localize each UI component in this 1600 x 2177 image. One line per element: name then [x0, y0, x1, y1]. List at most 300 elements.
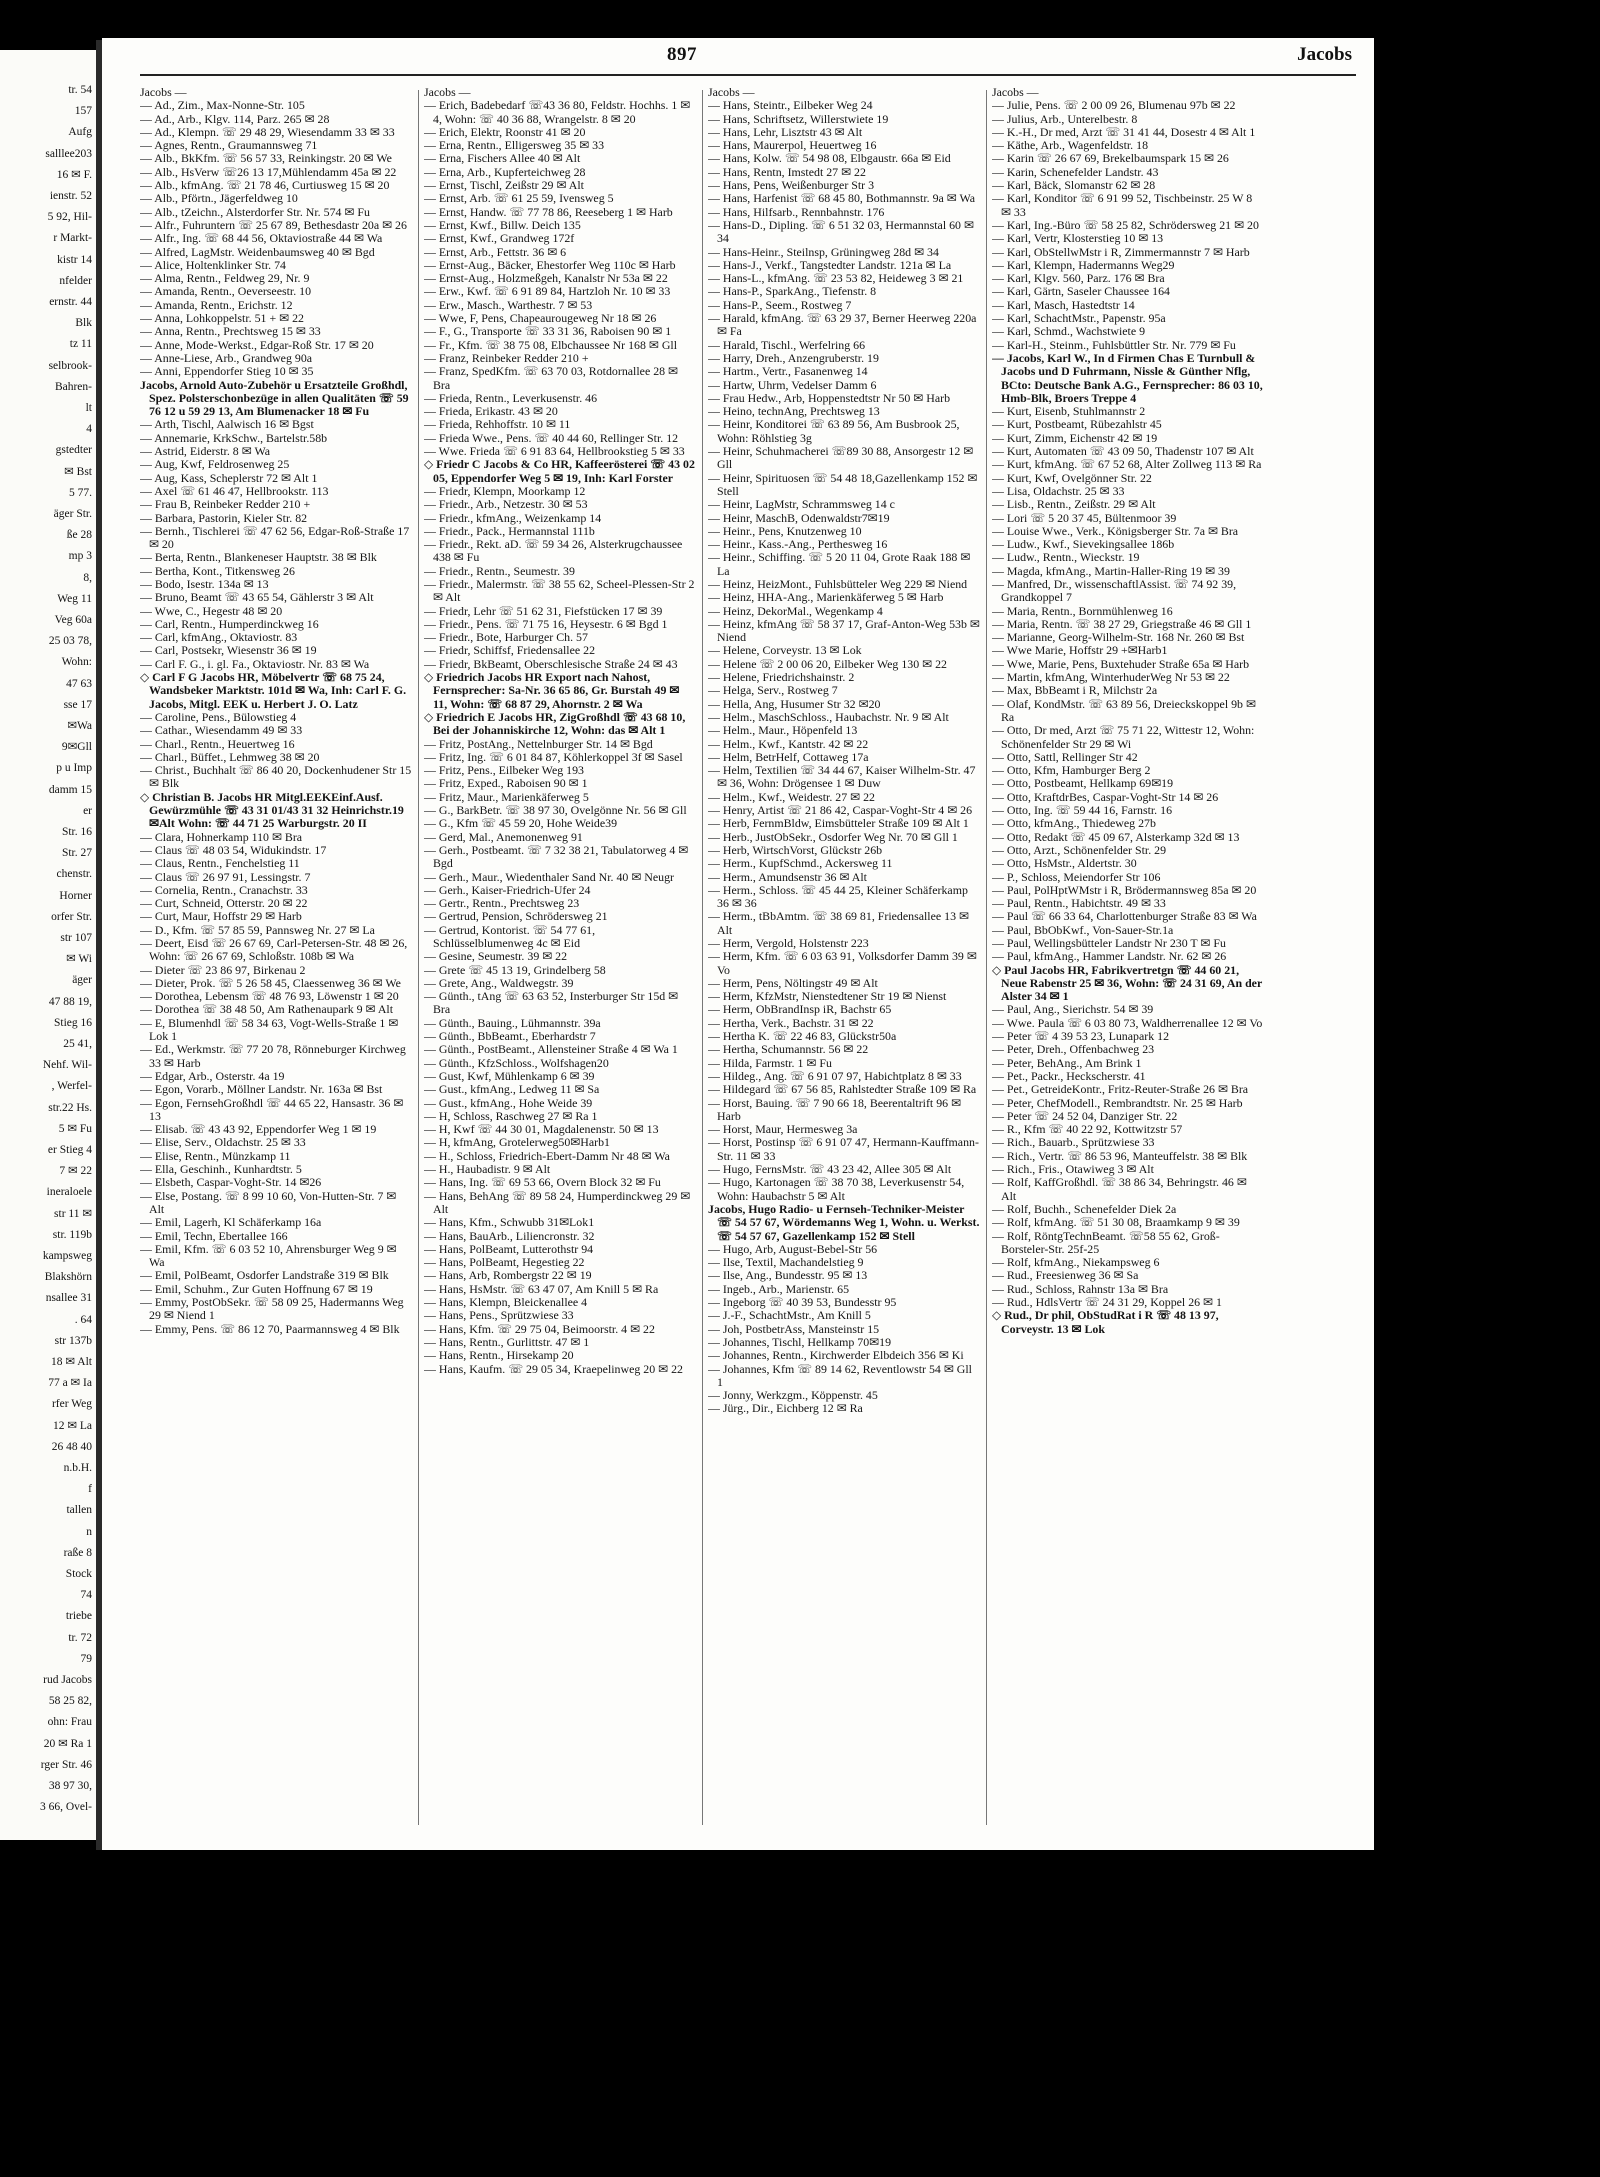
directory-entry: — Elisab. ☏ 43 43 92, Eppendorfer Weg 1 ✉ 19	[140, 1122, 377, 1137]
directory-entry: — Hans, Kaufm. ☏ 29 05 34, Kraepelinweg 20 ✉ 22	[424, 1361, 683, 1376]
directory-entry: — Herb, WirtschVorst, Glückstr 26b	[708, 842, 883, 857]
previous-page-line: rger Str. 46	[40, 1758, 92, 1771]
directory-entry: — Herm, Pens, Nöltingstr 49 ✉ Alt	[708, 975, 878, 990]
directory-entry: — Berta, Rentn., Blankeneser Hauptstr. 38 ✉ Blk	[140, 550, 377, 565]
directory-entry: — Rolf, KaffGroßhdl. ☏ 38 86 34, Behringstr. 46 ✉ Alt	[992, 1175, 1247, 1203]
directory-entry: — Helm, Textilien ☏ 34 44 67, Kaiser Wilhelm-Str. 47 ✉ 36, Wohn: Drögensee 1 ✉ Duw	[708, 763, 976, 791]
directory-entry: — Friedr, BkBeamt, Oberschlesische Straße 24 ✉ 43	[424, 656, 678, 671]
directory-entry: — Emil, Kfm. ☏ 6 03 52 10, Ahrensburger Weg 9 ✉ Wa	[140, 1241, 397, 1270]
directory-entry: — Paul, PolHptWMstr i R, Brödermannsweg 85a ✉ 20	[992, 882, 1257, 897]
directory-entry: — Fr., Kfm. ☏ 38 75 08, Elbchaussee Nr 168 ✉ Gll	[424, 337, 678, 352]
directory-entry: — Franz, SpedKfm. ☏ 63 70 03, Rotdornallee 28 ✉ Bra	[424, 364, 679, 392]
directory-entry: — H., Schloss, Friedrich-Ebert-Damm Nr 48 ✉ Wa	[424, 1148, 670, 1163]
previous-page-fragment	[0, 50, 96, 1840]
directory-entry: — Hans, PolBeamt, Lutterothstr 94	[424, 1241, 594, 1256]
directory-entry: — Christ., Buchhalt ☏ 86 40 20, Dockenhudener Str 15 ✉ Blk	[140, 763, 412, 791]
directory-entry: — Axel ☏ 61 46 47, Hellbrookstr. 113	[140, 483, 329, 498]
directory-entry: — Barbara, Pastorin, Kieler Str. 82	[140, 510, 308, 525]
directory-entry: — Rolf, Buchh., Schenefelder Diek 2a	[992, 1201, 1177, 1216]
previous-page-line: ✉Wa	[67, 720, 92, 732]
previous-page-line: 25 03 78,	[48, 635, 92, 648]
directory-entry: — Frau Hedw., Arb, Hoppenstedtstr Nr 50 ✉ Harb	[708, 390, 951, 405]
column-3	[708, 86, 980, 1831]
directory-entry: — Herm., Schloss. ☏ 45 44 25, Kleiner Schäferkamp 36 ✉ 36	[708, 882, 968, 911]
directory-entry: — F., G., Transporte ☏ 33 31 36, Raboisen 90 ✉ 1	[424, 324, 672, 339]
directory-entry: — D., Kfm. ☏ 57 85 59, Pannsweg Nr. 27 ✉ La	[140, 922, 375, 937]
directory-entry: — Hans, Maurerpol, Heuertweg 16	[708, 138, 877, 153]
directory-entry: — Hans, Pens., Sprützwiese 33	[424, 1308, 574, 1323]
directory-entry: — Ernst, Arb. ☏ 61 25 59, Ivensweg 5	[424, 191, 614, 206]
directory-entry: — Anna, Lohkoppelstr. 51 + ✉ 22	[140, 311, 304, 326]
directory-entry: — Johannes, Rentn., Kirchwerder Elbdeich 356 ✉ Ki	[708, 1348, 964, 1363]
directory-entry: — Helene ☏ 2 00 06 20, Eilbeker Weg 130 ✉ 22	[708, 656, 947, 671]
directory-entry: — Claus ☏ 48 03 54, Widukindstr. 17	[140, 842, 327, 857]
directory-entry: — Lisa, Oldachstr. 25 ✉ 33	[992, 483, 1125, 498]
directory-entry: — Gerh., Kaiser-Friedrich-Ufer 24	[424, 882, 591, 897]
directory-entry: — Friedr., kfmAng., Weizenkamp 14	[424, 510, 602, 525]
directory-entry: — Ernst, Handw. ☏ 77 78 86, Reeseberg 1 ✉ Harb	[424, 204, 673, 219]
previous-page-line: Stock	[65, 1568, 92, 1580]
directory-entry: — Emil, Lagerh, Kl Schäferkamp 16a	[140, 1215, 322, 1230]
directory-entry: — Carl, kfmAng., Oktaviostr. 83	[140, 630, 298, 645]
directory-entry: — Amanda, Rentn., Erichstr. 12	[140, 297, 293, 312]
scan-border	[1374, 0, 1600, 2177]
directory-entry: — Peter ☏ 4 39 53 23, Lunapark 12	[992, 1029, 1170, 1044]
directory-entry: — Paul, Ang., Sierichstr. 54 ✉ 39	[992, 1002, 1154, 1017]
directory-entry: — Otto, Kfm, Hamburger Berg 2	[992, 763, 1151, 778]
directory-entry: — Hans, Schriftsetz, Willerstwiete 19	[708, 111, 889, 126]
previous-page-line: tallen	[66, 1504, 92, 1517]
directory-entry: — Heinr., Schiffing. ☏ 5 20 11 04, Grote Raak 188 ✉ La	[708, 550, 971, 578]
previous-page-line: p u Imp	[56, 762, 92, 775]
directory-entry: — Otto, Sattl, Rellinger Str 42	[992, 749, 1138, 764]
directory-entry: — Clara, Hohnerkamp 110 ✉ Bra	[140, 829, 303, 844]
directory-entry: — Hans-Heinr., Steilnsp, Grüningweg 28d ✉ 34	[708, 244, 939, 259]
directory-entry: — Curt, Maur, Hoffstr 29 ✉ Harb	[140, 909, 302, 924]
directory-page	[102, 38, 1374, 1850]
previous-page-line: äger Str.	[53, 508, 92, 520]
directory-entry: ◇ Friedrich E Jacobs HR, ZigGroßhdl ☏ 43 68 10, Bei der Johanniskirche 12, Wohn: das ✉ Alt 1	[424, 709, 686, 738]
previous-page-line: ohn: Frau	[47, 1716, 92, 1729]
directory-entry: — Helm, BetrHelf, Cottaweg 17a	[708, 749, 869, 764]
directory-entry: — Kurt, kfmAng. ☏ 67 52 68, Alter Zollweg 113 ✉ Ra	[992, 457, 1262, 472]
directory-entry: — Frieda, Rehhoffstr. 10 ✉ 11	[424, 417, 571, 432]
directory-entry: — Günth., PostBeamt., Allensteiner Straße 4 ✉ Wa 1	[424, 1042, 678, 1057]
directory-entry: — Magda, kfmAng., Martin-Haller-Ring 19 ✉ 39	[992, 563, 1230, 578]
directory-entry: — Frieda, Erikastr. 43 ✉ 20	[424, 404, 558, 419]
directory-entry: — Friedr, Schiffsf, Friedensallee 22	[424, 643, 596, 658]
directory-entry: — Helene, Friedrichshainstr. 2	[708, 670, 855, 685]
directory-entry: — Elise, Rentn., Münzkamp 11	[140, 1148, 291, 1163]
directory-entry: — Karin, Schenefelder Landstr. 43	[992, 164, 1159, 179]
directory-entry: — Hans, Lehr, Lisztstr 43 ✉ Alt	[708, 124, 863, 139]
directory-entry: — Ernst, Kwf., Billw. Deich 135	[424, 217, 581, 232]
previous-page-line: kampsweg	[42, 1250, 92, 1262]
directory-entry: ◇ Paul Jacobs HR, Fabrikvertretgn ☏ 44 60 21, Neue Rabenstr 25 ✉ 36, Wohn: ☏ 24 31 69, An der Alster 34 ✉ 1	[992, 962, 1263, 1004]
directory-entry: — Wwe. Paula ☏ 6 03 80 73, Waldherrenallee 12 ✉ Vo	[992, 1015, 1263, 1030]
column-1	[140, 86, 412, 1831]
directory-entry: — Ilse, Textil, Machandelstieg 9	[708, 1255, 864, 1270]
directory-entry: — Alice, Holtenklinker Str. 74	[140, 257, 286, 272]
previous-page-line: Blk	[75, 317, 92, 330]
directory-entry: — Fritz, Maur., Marienkäferweg 5	[424, 789, 589, 804]
directory-entry: — Gust, Kwf, Mühlenkamp 6 ✉ 39	[424, 1068, 595, 1083]
previous-page-line: 5 77.	[69, 486, 92, 499]
directory-entry: — Joh, PostbetrAss, Mansteinstr 15	[708, 1321, 880, 1336]
directory-entry: — Bodo, Isestr. 134a ✉ 13	[140, 576, 269, 591]
directory-entry: — Hartm., Vertr., Fasanenweg 14	[708, 364, 868, 379]
directory-entry: — Helm., Kwf., Weidestr. 27 ✉ 22	[708, 789, 875, 804]
directory-entry: — Fritz, PostAng., Nettelnburger Str. 14 ✉ Bgd	[424, 736, 653, 751]
directory-entry: — Heinr., Pens, Knutzenweg 10	[708, 523, 862, 538]
directory-entry: — Hans, Harfenist ☏ 68 45 80, Bothmannstr. 9a ✉ Wa	[708, 191, 976, 206]
directory-entry: — Elise, Serv., Oldachstr. 25 ✉ 33	[140, 1135, 306, 1150]
previous-page-line: 74	[80, 1589, 92, 1602]
directory-entry: — Otto, kfmAng., Thiedeweg 27b	[992, 816, 1156, 831]
directory-entry: — Charl., Büffet., Lehmweg 38 ✉ 20	[140, 749, 320, 764]
previous-page-line: 12 ✉ La	[52, 1419, 92, 1432]
directory-entry: — Deert, Eisd ☏ 26 67 69, Carl-Petersen-Str. 48 ✉ 26, Wohn: ☏ 26 67 69, Schloßstr. 108b ✉ Wa	[140, 936, 408, 964]
directory-entry: — Ludw., Kwf., Sievekingsallee 186b	[992, 537, 1175, 552]
previous-page-line: 25 41,	[63, 1038, 92, 1050]
previous-page-line: mp 3	[68, 550, 92, 563]
directory-entry: — Hans, Hilfsarb., Rennbahnstr. 176	[708, 204, 885, 219]
directory-entry: — Jonny, Werkzgm., Köppenstr. 45	[708, 1388, 878, 1403]
directory-entry: — Rud., HdlsVertr ☏ 24 31 29, Koppel 26 ✉ 1	[992, 1295, 1222, 1310]
directory-entry: — Annemarie, KrkSchw., Bartelstr.58b	[140, 430, 328, 445]
directory-entry: — Karl-H., Steinm., Fuhlsbüttler Str. Nr. 779 ✉ Fu	[992, 337, 1236, 352]
previous-page-line: Veg 60a	[54, 614, 92, 626]
previous-page-line: er Stieg 4	[47, 1144, 92, 1156]
directory-entry: — Alfred, LagMstr. Weidenbaumsweg 40 ✉ Bgd	[140, 244, 375, 259]
directory-entry: — E, Blumenhdl ☏ 58 34 63, Vogt-Wells-Straße 1 ✉ Lok 1	[140, 1015, 399, 1044]
directory-entry: — Agnes, Rentn., Graumannsweg 71	[140, 138, 318, 153]
directory-entry: — Alb., tZeichn., Alsterdorfer Str. Nr. 574 ✉ Fu	[140, 204, 370, 219]
column-divider	[702, 90, 703, 1825]
previous-page-line: 58 25 82,	[48, 1695, 92, 1708]
directory-entry: — Alfr., Ing. ☏ 68 44 56, Oktaviostraße 44 ✉ Wa	[140, 231, 383, 246]
previous-page-line: Wohn:	[61, 656, 92, 669]
directory-entry: — H, Kwf ☏ 44 30 01, Magdalenenstr. 50 ✉ 13	[424, 1122, 659, 1137]
directory-entry: — Hans, Kolw. ☏ 54 98 08, Elbgaustr. 66a ✉ Eid	[708, 151, 951, 166]
directory-entry: — Heinr, MaschB, Odenwaldstr7✉19	[708, 510, 890, 525]
directory-entry: — Claus ☏ 26 97 91, Lessingstr. 7	[140, 869, 311, 884]
column-divider	[418, 90, 419, 1825]
directory-entry: — Hartw, Uhrm, Vedelser Damm 6	[708, 377, 877, 392]
directory-entry: — Lori ☏ 5 20 37 45, Bültenmoor 39	[992, 510, 1177, 525]
directory-entry: — Otto, Dr med, Arzt ☏ 75 71 22, Wittestr 12, Wohn: Schönenfelder Str 29 ✉ Wi	[992, 723, 1255, 751]
directory-entry: — Horst, Bauing. ☏ 7 90 66 18, Beerentaltrift 96 ✉ Harb	[708, 1095, 962, 1123]
previous-page-line: n	[86, 1525, 92, 1538]
directory-entry: — K.-H., Dr med, Arzt ☏ 31 41 44, Dosestr 4 ✉ Alt 1	[992, 124, 1256, 139]
directory-entry: — Rich., Bauarb., Sprützwiese 33	[992, 1135, 1155, 1150]
directory-entry: — Bertha, Kont., Titkensweg 26	[140, 563, 295, 578]
directory-entry: — Ella, Geschinh., Kunhardtstr. 5	[140, 1162, 302, 1177]
directory-entry: — Lisb., Rentn., Zeißstr. 29 ✉ Alt	[992, 497, 1156, 512]
previous-page-line: 47 63	[66, 677, 92, 690]
directory-entry: — Grete, Ang., Waldwegstr. 39	[424, 975, 574, 990]
directory-entry: — Herb., JustObSekr., Osdorfer Weg Nr. 70 ✉ Gll 1	[708, 829, 958, 844]
directory-entry: — Erw., Kwf. ☏ 6 91 89 84, Hartzloh Nr. 10 ✉ 33	[424, 284, 671, 299]
directory-entry: — Rolf, kfmAng. ☏ 51 30 08, Braamkamp 9 ✉ 39	[992, 1215, 1240, 1230]
directory-entry: — Arth, Tischl, Aalwisch 16 ✉ Bgst	[140, 417, 314, 432]
previous-page-line: 7 ✉ 22	[59, 1165, 92, 1178]
directory-entry: — Friedr., Bote, Harburger Ch. 57	[424, 630, 588, 645]
directory-entry: — Ernst, Arb., Fettstr. 36 ✉ 6	[424, 244, 567, 259]
directory-entry: — Emmy, Pens. ☏ 86 12 70, Paarmannsweg 4 ✉ Blk	[140, 1321, 400, 1336]
directory-entry: — Erich, Elektr, Roonstr 41 ✉ 20	[424, 124, 586, 139]
directory-entry: — Karl, Gärtn, Saseler Chaussee 164	[992, 284, 1170, 299]
directory-entry: — Herm, Vergold, Holstenstr 223	[708, 936, 869, 950]
directory-entry: — Käthe, Arb., Wagenfeldstr. 18	[992, 138, 1149, 153]
directory-entry: Jacobs, Arnold Auto-Zubehör u Ersatzteile Großhdl, Spez. Polsterschonbezüge in allen Qualitäten ☏ 59 76 12 u 59 29 13, Am Blumenacker 18 ✉ Fu	[140, 377, 409, 419]
directory-entry: — Paul, kfmAng., Hammer Landstr. Nr. 62 ✉ 26	[992, 949, 1227, 964]
directory-entry: — Friedr, Lehr ☏ 51 62 31, Fiefstücken 17 ✉ 39	[424, 603, 663, 618]
previous-page-line: . 64	[74, 1313, 92, 1326]
directory-entry: — Otto, HsMstr., Aldertstr. 30	[992, 856, 1137, 871]
previous-page-line: 77 a ✉ Ia	[48, 1377, 92, 1390]
directory-entry: — Hans, Pens, Weißenburger Str 3	[708, 178, 875, 193]
directory-entry: ◇ Christian B. Jacobs HR Mitgl.EEKEinf.Ausf. Gewürzmühle ☏ 43 31 01/43 31 32 Heinrichstr.19✉Alt Wohn: ☏ 44 71 25 Warburgstr. 20 II	[140, 789, 404, 831]
directory-entry: — Günth., tAng ☏ 63 63 52, Insterburger Str 15d ✉ Bra	[424, 989, 679, 1017]
column-heading: Jacobs —	[992, 86, 1039, 99]
directory-entry: — Karl, Masch, Hastedtstr 14	[992, 297, 1135, 312]
previous-page-line: 20 ✉ Ra 1	[43, 1737, 92, 1750]
directory-entry: — Günth., Bauing., Lühmannstr. 39a	[424, 1015, 601, 1030]
directory-entry: — Hans, HsMstr. ☏ 63 47 07, Am Knill 5 ✉ Ra	[424, 1281, 659, 1296]
directory-entry: — Elsbeth, Caspar-Voght-Str. 14 ✉26	[140, 1175, 322, 1190]
previous-page-line: Nehf. Wil-	[42, 1059, 92, 1072]
previous-page-line: 8,	[83, 571, 92, 584]
previous-page-line: kistr 14	[57, 253, 92, 266]
directory-entry: — Heinz, DekorMal., Wegenkamp 4	[708, 603, 883, 618]
directory-entry: — Edgar, Arb., Osterstr. 4a 19	[140, 1068, 285, 1083]
previous-page-line: lt	[85, 402, 92, 414]
directory-entry: — Harald, Tischl., Werfelring 66	[708, 337, 866, 352]
directory-entry: — Kurt, Eisenb, Stuhlmannstr 2	[992, 404, 1146, 419]
previous-page-line: str 137b	[54, 1334, 92, 1347]
directory-entry: — Helene, Corveystr. 13 ✉ Lok	[708, 643, 862, 658]
directory-entry: — Hella, Ang, Husumer Str 32 ✉20	[708, 696, 881, 711]
directory-entry: — Astrid, Eiderstr. 8 ✉ Wa	[140, 444, 270, 459]
previous-page-line: Horner	[59, 889, 92, 902]
directory-entry: — Emmy, PostObSekr. ☏ 58 09 25, Hadermanns Weg 29 ✉ Niend 1	[140, 1295, 404, 1323]
directory-entry: — Henry, Artist ☏ 21 86 42, Caspar-Voght-Str 4 ✉ 26	[708, 803, 973, 818]
directory-entry: — Julius, Arb., Unterelbestr. 8	[992, 111, 1138, 126]
directory-entry: — Paul, Wellingsbütteler Landstr Nr 230 T ✉ Fu	[992, 936, 1226, 950]
directory-entry: — Bernh., Tischlerei ☏ 47 62 56, Edgar-Roß-Straße 17 ✉ 20	[140, 523, 410, 552]
directory-entry: — Erna, Rentn., Elligersweg 35 ✉ 33	[424, 138, 605, 153]
directory-entry: — Otto, Redakt ☏ 45 09 67, Alsterkamp 32d ✉ 13	[992, 829, 1240, 844]
directory-entry: — Ad., Klempn. ☏ 29 48 29, Wiesendamm 33 ✉ 33	[140, 124, 395, 139]
directory-entry: — Frau B, Reinbeker Redder 210 +	[140, 497, 311, 512]
directory-entry: — Dieter ☏ 23 86 97, Birkenau 2	[140, 962, 306, 977]
directory-entry: — Heinz, kfmAng ☏ 58 37 17, Graf-Anton-Weg 53b ✉ Niend	[708, 616, 980, 645]
directory-entry: — Harry, Dreh., Anzengruberstr. 19	[708, 350, 879, 365]
directory-entry: — Hildegard ☏ 67 56 85, Rahlstedter Straße 109 ✉ Ra	[708, 1082, 977, 1097]
previous-page-line: sse 17	[63, 698, 92, 711]
directory-entry: — Herm, Kfm. ☏ 6 03 63 91, Volksdorfer Damm 39 ✉ Vo	[708, 949, 977, 977]
directory-entry: — Ed., Werkmstr. ☏ 77 20 78, Rönneburger Kirchweg 33 ✉ Harb	[140, 1042, 406, 1070]
directory-entry: — Kurt, Kwf, Ovelgönner Str. 22	[992, 470, 1152, 485]
directory-entry: — Gesine, Seumestr. 39 ✉ 22	[424, 949, 568, 964]
directory-entry: — Gerh., Postbeamt. ☏ 7 32 38 21, Tabulatorweg 4 ✉ Bgd	[424, 842, 689, 871]
directory-entry: — Hans, Rentn., Hirsekamp 20	[424, 1348, 574, 1363]
directory-entry: — Carl F. G., i. gl. Fa., Oktaviostr. Nr. 83 ✉ Wa	[140, 656, 370, 671]
previous-page-line: äger	[72, 974, 92, 987]
directory-entry: — Karl, Vertr, Klosterstieg 10 ✉ 13	[992, 231, 1164, 246]
directory-entry: — Erich, Badebedarf ☏43 36 80, Feldstr. Hochhs. 1 ✉ 4, Wohn: ☏ 40 36 88, Wrangelstr. 8 ✉ 20	[424, 98, 691, 126]
directory-entry: — Jacobs, Karl W., In d Firmen Chas E Turnbull & Jacobs und D Fuhrmann, Nissle & Günther Nflg, BCto: Deutsche Bank A.G., Fernsprecher: 86 03 10, Hmb-Blk, Broers Treppe 4	[992, 350, 1263, 405]
directory-entry: — Manfred, Dr., wissenschaftlAssist. ☏ 74 92 39, Grandkoppel 7	[992, 576, 1237, 605]
directory-entry: ◇ Rud., Dr phil, ObStudRat i R ☏ 48 13 97, Corveystr. 13 ✉ Lok	[992, 1308, 1219, 1336]
running-head: Jacobs	[1297, 44, 1352, 65]
previous-page-line: 3 66, Ovel-	[39, 1801, 92, 1814]
previous-page-line: 47 88 19,	[48, 995, 92, 1008]
directory-entry: — Grete ☏ 45 13 19, Grindelberg 58	[424, 962, 606, 977]
directory-entry: — Hans, Ing. ☏ 69 53 66, Overn Block 32 ✉ Fu	[424, 1175, 661, 1190]
directory-entry: — Wwe, F, Pens, Chapeaurougeweg Nr 18 ✉ 26	[424, 311, 657, 326]
directory-entry: — Paul ☏ 66 33 64, Charlottenburger Straße 83 ✉ Wa	[992, 909, 1257, 924]
directory-entry: — Hans, Rentn., Gurlittstr. 47 ✉ 1	[424, 1334, 590, 1349]
directory-entry: — J.-F., SchachtMstr., Am Knill 5	[708, 1308, 871, 1323]
directory-entry: — Dorothea ☏ 38 48 50, Am Rathenaupark 9 ✉ Alt	[140, 1002, 394, 1017]
previous-page-line: ✉ Wi	[66, 953, 92, 966]
directory-entry: — H., Haubadistr. 9 ✉ Alt	[424, 1162, 551, 1177]
directory-entry: — Peter, ChefModell., Rembrandtstr. Nr. 25 ✉ Harb	[992, 1095, 1243, 1110]
directory-entry: — Karl, SchachtMstr., Papenstr. 95a	[992, 311, 1166, 326]
directory-entry: — H, kfmAng, Grotelerweg50✉Harb1	[424, 1135, 610, 1150]
previous-page-line: selbrook-	[48, 359, 92, 372]
directory-entry: — Ingeborg ☏ 40 39 53, Bundesstr 95	[708, 1295, 897, 1310]
directory-entry: — Peter, Dreh., Offenbachweg 23	[992, 1042, 1155, 1057]
directory-entry: — Heinr, Schuhmacherei ☏89 30 88, Ansorgestr 12 ✉ Gll	[708, 444, 974, 472]
directory-entry: — Cornelia, Rentn., Cranachstr. 33	[140, 882, 308, 897]
directory-entry: — Peter, BehAng., Am Brink 1	[992, 1055, 1142, 1070]
directory-entry: — Ernst-Aug., Bäcker, Ehestorfer Weg 110c ✉ Harb	[424, 257, 676, 272]
directory-entry: — P., Schloss, Meiendorfer Str 106	[992, 869, 1161, 884]
directory-entry: — Hertha K. ☏ 22 46 83, Glückstr50a	[708, 1029, 897, 1044]
previous-page-line: 9✉Gll	[61, 741, 92, 754]
previous-page-line: nfelder	[59, 274, 92, 287]
directory-entry: — Hans-P., Seem., Rostweg 7	[708, 297, 852, 312]
directory-entry: — Helm., MaschSchloss., Haubachstr. Nr. 9 ✉ Alt	[708, 709, 949, 724]
directory-entry: — Heinz, HeizMont., Fuhlsbütteler Weg 229 ✉ Niend	[708, 576, 968, 591]
directory-entry: — Aug, Kass, Scheplerstr 72 ✉ Alt 1	[140, 470, 318, 485]
directory-entry: — Wwe Marie, Hoffstr 29 +✉Harb1	[992, 643, 1168, 658]
directory-entry: — Otto, Ing. ☏ 59 44 16, Farnstr. 16	[992, 803, 1173, 818]
previous-page-line: salllee203	[45, 147, 92, 160]
previous-page-line: Aufg	[68, 126, 92, 139]
header-rule	[140, 74, 1356, 76]
directory-entry: — Ernst-Aug., Holzmeßgeh, Kanalstr Nr 53a ✉ 22	[424, 271, 668, 286]
directory-entry: — Erna, Arb., Kupferteichweg 28	[424, 164, 586, 179]
directory-entry: — Alfr., Fuhruntern ☏ 25 67 89, Bethesdastr 20a ✉ 26	[140, 217, 407, 232]
directory-entry: — Martin, kfmAng, WinterhuderWeg Nr 53 ✉ 22	[992, 670, 1230, 685]
directory-entry: — Charl., Rentn., Heuertweg 16	[140, 736, 295, 751]
directory-entry: — Hertha, Schumannstr. 56 ✉ 22	[708, 1042, 869, 1057]
directory-entry: — Franz, Reinbeker Redder 210 +	[424, 350, 589, 365]
previous-page-line: orfer Str.	[51, 910, 92, 923]
directory-entry: — Hugo, Kartonagen ☏ 38 70 38, Leverkusenstr 54, Wohn: Haubachstr 5 ✉ Alt	[708, 1175, 965, 1203]
directory-entry: — H, Schloss, Raschweg 27 ✉ Ra 1	[424, 1108, 598, 1123]
previous-page-line: 4	[86, 423, 92, 436]
directory-entry: — Ingeb., Arb., Marienstr. 65	[708, 1281, 850, 1296]
directory-entry: — Carl, Postsekr, Wiesenstr 36 ✉ 19	[140, 643, 317, 658]
directory-entry: — Paul, Rentn., Habichtstr. 49 ✉ 33	[992, 896, 1166, 911]
directory-entry: — Julie, Pens. ☏ 2 00 09 26, Blumenau 97b ✉ 22	[992, 98, 1236, 113]
previous-page-line: 5 ✉ Fu	[58, 1122, 92, 1135]
directory-entry: — Friedr., Pens. ☏ 71 75 16, Heysestr. 6 ✉ Bgd 1	[424, 616, 668, 631]
directory-entry: — Hugo, Arb, August-Bebel-Str 56	[708, 1241, 878, 1256]
directory-entry: — Herm., KupfSchmd., Ackersweg 11	[708, 856, 893, 871]
previous-page-line: rfer Weg	[51, 1398, 92, 1411]
directory-entry: — Anne-Liese, Arb., Grandweg 90a	[140, 350, 313, 365]
page-header	[102, 38, 1374, 78]
directory-entry: — Jürg., Dir., Eichberg 12 ✉ Ra	[708, 1401, 863, 1416]
directory-entry: — Karl, Konditor ☏ 6 91 99 52, Tischbeinstr. 25 W 8 ✉ 33	[992, 191, 1253, 219]
column-heading: Jacobs —	[708, 86, 755, 99]
previous-page-line: 157	[74, 105, 92, 118]
previous-page-line: 5 92, Hil-	[47, 211, 92, 224]
previous-page-line: tr. 72	[68, 1631, 92, 1644]
previous-page-line: f	[88, 1483, 92, 1496]
directory-entry: — Pet., Packr., Heckscherstr. 41	[992, 1068, 1146, 1083]
directory-entry: — Karl, Bäck, Slomanstr 62 ✉ 28	[992, 178, 1156, 193]
previous-page-line: str.22 Hs.	[48, 1101, 92, 1114]
directory-entry: — R., Kfm ☏ 40 22 92, Kottwitzstr 57	[992, 1122, 1183, 1137]
directory-entry: — Gust., kfmAng., Ledweg 11 ✉ Sa	[424, 1082, 600, 1097]
directory-entry: — Wwe. Frieda ☏ 6 91 83 64, Hellbrookstieg 5 ✉ 33	[424, 444, 685, 459]
directory-entry: — Friedr., Rekt. aD. ☏ 59 34 26, Alsterkrugchaussee 438 ✉ Fu	[424, 537, 683, 565]
directory-entry: — Hans, BehAng ☏ 89 58 24, Humperdinckweg 29 ✉ Alt	[424, 1188, 691, 1216]
previous-page-line: r Markt-	[53, 232, 92, 245]
directory-entry: — Hildeg., Ang. ☏ 6 91 07 97, Habichtplatz 8 ✉ 33	[708, 1068, 962, 1083]
previous-page-line: 38 97 30,	[48, 1780, 92, 1792]
directory-entry: — Ad., Arb., Klgv. 114, Parz. 265 ✉ 28	[140, 111, 330, 126]
directory-entry: — Egon, Vorarb., Möllner Landstr. Nr. 163a ✉ Bst	[140, 1082, 383, 1097]
directory-entry: — Rud., Freesienweg 36 ✉ Sa	[992, 1268, 1139, 1283]
directory-entry: — Heinz, HHA-Ang., Marienkäferweg 5 ✉ Harb	[708, 590, 944, 605]
previous-page-line: 18 ✉ Alt	[51, 1356, 92, 1368]
directory-entry: — Heino, technAng, Prechtsweg 13	[708, 404, 880, 419]
previous-page-line: ienstr. 52	[49, 190, 92, 202]
directory-entry: — Karl, Ing.-Büro ☏ 58 25 82, Schrödersweg 21 ✉ 20	[992, 217, 1259, 232]
directory-entry: — Karl, Klempn, Hadermanns Weg29	[992, 257, 1175, 272]
directory-entry: — Marianne, Georg-Wilhelm-Str. 168 Nr. 260 ✉ Bst	[992, 630, 1245, 645]
previous-page-line: Str. 27	[61, 847, 92, 860]
directory-entry: — Rolf, kfmAng., Niekampsweg 6	[992, 1255, 1160, 1270]
directory-entry: — Karl, Schmd., Wachstwiete 9	[992, 324, 1146, 339]
directory-entry: — Peter ☏ 24 52 04, Danziger Str. 22	[992, 1108, 1178, 1123]
directory-entry: — Hans, Arb, Rombergstr 22 ✉ 19	[424, 1268, 592, 1283]
directory-entry: — Claus, Rentn., Fenchelstieg 11	[140, 856, 300, 871]
previous-page-line: chenstr.	[56, 868, 92, 881]
directory-entry: — Kurt, Postbeamt, Rübezahlstr 45	[992, 417, 1162, 432]
directory-entry: — Günth., KfzSchloss., Wolfshagen20	[424, 1055, 609, 1070]
directory-entry: — Olaf, KondMstr. ☏ 63 89 56, Dreieckskoppel 9b ✉ Ra	[992, 696, 1256, 724]
previous-page-line: 79	[80, 1652, 92, 1665]
directory-entry: — Heinr, Konditorei ☏ 63 89 56, Am Busbrook 25, Wohn: Röhlstieg 3g	[708, 417, 960, 445]
previous-page-line: Weg 11	[57, 592, 92, 605]
directory-entry: — Alb., kfmAng. ☏ 21 78 46, Curtiusweg 15 ✉ 20	[140, 178, 390, 193]
directory-entry: Jacobs, Hugo Radio- u Fernseh-Techniker-Meister ☏ 54 57 67, Wördemanns Weg 1, Wohn. u. Werkst. ☏ 54 57 67, Gazellenkamp 152 ✉ Stell	[708, 1201, 980, 1243]
column-4	[992, 86, 1264, 1831]
previous-page-line: gstedter	[55, 444, 92, 457]
previous-page-line: ✉ Bst	[64, 465, 92, 478]
directory-entry: — Friedr., Pack., Hermannstal 111b	[424, 523, 595, 538]
directory-entry: — Johannes, Tischl, Hellkamp 70✉19	[708, 1334, 892, 1349]
